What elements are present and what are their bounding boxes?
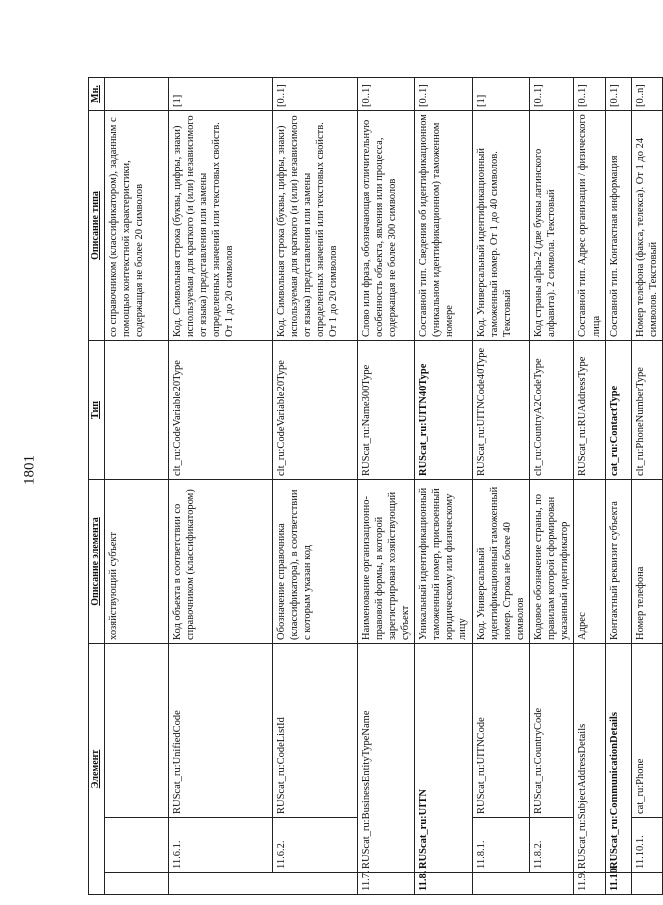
cell-multiplicity: [0..1] bbox=[574, 77, 605, 110]
cell-num: 11.8. bbox=[415, 873, 473, 895]
table-header-row bbox=[89, 77, 105, 894]
cell-element: RUScat_ru:UITNCode bbox=[472, 643, 530, 817]
cell-multiplicity: [0..1] bbox=[357, 77, 415, 110]
cell-type-desc: Код. Символьная строка (буквы, цифры, знаки) используемая для краткого (и (или) независимого от языка) представления или замены определенных значений или текстовых свойств. От 1 до 20 символов bbox=[168, 110, 272, 340]
cell-type-desc: Слово или фраза, обозначающая отличительную особенность объекта, явления или процесса, содержащая не более 300 символов bbox=[357, 110, 415, 340]
cell-multiplicity: [0..1] bbox=[530, 77, 574, 110]
cell-type: clt_ru:CodeVariable20Type bbox=[168, 340, 272, 479]
cell-multiplicity: [0..1] bbox=[605, 77, 631, 110]
cell-type: RUScat_ru:UITNCode40Type bbox=[472, 340, 530, 479]
cell-element: cat_ru:Phone bbox=[631, 643, 662, 817]
header-type: Тип bbox=[89, 340, 105, 479]
cell-multiplicity: [0..n] bbox=[631, 77, 662, 110]
cell-type: RUScat_ru:UITN40Type bbox=[415, 340, 473, 479]
cell-type-desc: Составной тип. Адрес организации / физического лица bbox=[574, 110, 605, 340]
cell-type: clt_ru:CountryA2CodeType bbox=[530, 340, 574, 479]
element-table bbox=[88, 77, 663, 895]
cell-num: 11.6.2. bbox=[272, 818, 357, 873]
cell-element-desc: Кодовое обозначение страны, по правилам которой сформирован указанный идентификатор bbox=[530, 479, 574, 643]
page-number: 1801 bbox=[21, 455, 38, 485]
cell-multiplicity: [0..1] bbox=[415, 77, 473, 110]
table-row-continuation bbox=[104, 77, 168, 894]
cell-num: 11.10. bbox=[605, 873, 631, 895]
cell-type-desc: Составной тип. Контактная информация bbox=[605, 110, 631, 340]
cell-element-desc: Обозначение справочника (классификатора), в соответствии с которым указан код bbox=[272, 479, 357, 643]
cell-type-desc: Код страны alpha-2 (две буквы латинского алфавита). 2 символа. Текстовый bbox=[530, 110, 574, 340]
table-row bbox=[574, 77, 605, 894]
cell-element-desc: Контактный реквизит субъекта bbox=[605, 479, 631, 643]
table-row bbox=[472, 77, 530, 894]
cell-element: RUScat_ru:CommunicationDetails bbox=[605, 643, 631, 872]
header-multiplicity: Мн. bbox=[89, 77, 105, 110]
cell-multiplicity: [0..1] bbox=[272, 77, 357, 110]
cell-element: RUScat_ru:CountryCode bbox=[530, 643, 574, 817]
header-element-desc: Описание элемента bbox=[89, 479, 105, 643]
table-row bbox=[415, 77, 473, 894]
cell-num: 11.6.1. bbox=[168, 818, 272, 873]
cell-element-desc: Адрес bbox=[574, 479, 605, 643]
cell-element-desc: хозяйствующий субъект bbox=[104, 479, 168, 643]
cell-element-desc: Код объекта в соответствии со справочником (классификатором) bbox=[168, 479, 272, 643]
cell-num: 11.9. bbox=[574, 873, 605, 895]
table-row bbox=[605, 77, 631, 894]
cell-element-desc: Номер телефона bbox=[631, 479, 662, 643]
cell-element: RUScat_ru:UITN bbox=[415, 643, 473, 872]
cell-num: 11.8.1. bbox=[472, 818, 530, 873]
table-row bbox=[357, 77, 415, 894]
table-row bbox=[168, 77, 272, 894]
document-page bbox=[88, 78, 659, 895]
cell-type-desc: Номер телефона (факса, телекса). От 1 до 24 символов. Текстовый bbox=[631, 110, 662, 340]
cell-type: clt_ru:PhoneNumberType bbox=[631, 340, 662, 479]
table-row bbox=[530, 77, 574, 894]
table-row bbox=[272, 77, 357, 894]
cell-element-desc: Наименование организационно-правовой формы, в которой зарегистрирован хозяйствующий субъект bbox=[357, 479, 415, 643]
cell-multiplicity: [1] bbox=[472, 77, 530, 110]
cell-type: cat_ru:ContactType bbox=[605, 340, 631, 479]
cell-element-desc: Уникальный идентификационный таможенный номер, присвоенный юридическому или физическому лицу bbox=[415, 479, 473, 643]
cell-type-desc: Составной тип. Сведения об идентификационном (уникальном идентификационном) таможенном номере bbox=[415, 110, 473, 340]
cell-element-desc: Код. Универсальный идентификационный таможенный номер. Строка не более 40 символов bbox=[472, 479, 530, 643]
cell-type-desc: со справочником (классификатором), заданным с помощью контекстной характеристики, содержащая не более 20 символов bbox=[104, 110, 168, 340]
cell-num: 11.7. bbox=[357, 873, 415, 895]
cell-num: 11.8.2. bbox=[530, 818, 574, 873]
cell-type: RUScat_ru:Name300Type bbox=[357, 340, 415, 479]
page-number-area bbox=[0, 0, 50, 905]
cell-type: clt_ru:CodeVariable20Type bbox=[272, 340, 357, 479]
cell-element: RUScat_ru:SubjectAddressDetails bbox=[574, 643, 605, 872]
header-element: Элемент bbox=[89, 643, 105, 894]
cell-element: RUScat_ru:BusinessEntityTypeName bbox=[357, 643, 415, 872]
table-row bbox=[631, 77, 662, 894]
header-type-desc: Описание типа bbox=[89, 110, 105, 340]
cell-element: RUScat_ru:CodeListId bbox=[272, 643, 357, 817]
cell-type: RUScat_ru:RUAddressType bbox=[574, 340, 605, 479]
cell-element: RUScat_ru:UnifiedCode bbox=[168, 643, 272, 817]
cell-num: 11.10.1. bbox=[631, 818, 662, 873]
cell-multiplicity: [1] bbox=[168, 77, 272, 110]
cell-type-desc: Код. Символьная строка (буквы, цифры, знаки) используемая для краткого (и (или) независимого от языка) представления или замены определенных значений или текстовых свойств. От 1 до 20 символов bbox=[272, 110, 357, 340]
cell-type-desc: Код. Универсальный идентификационный таможенный номер. От 1 до 40 символов. Текстовый bbox=[472, 110, 530, 340]
